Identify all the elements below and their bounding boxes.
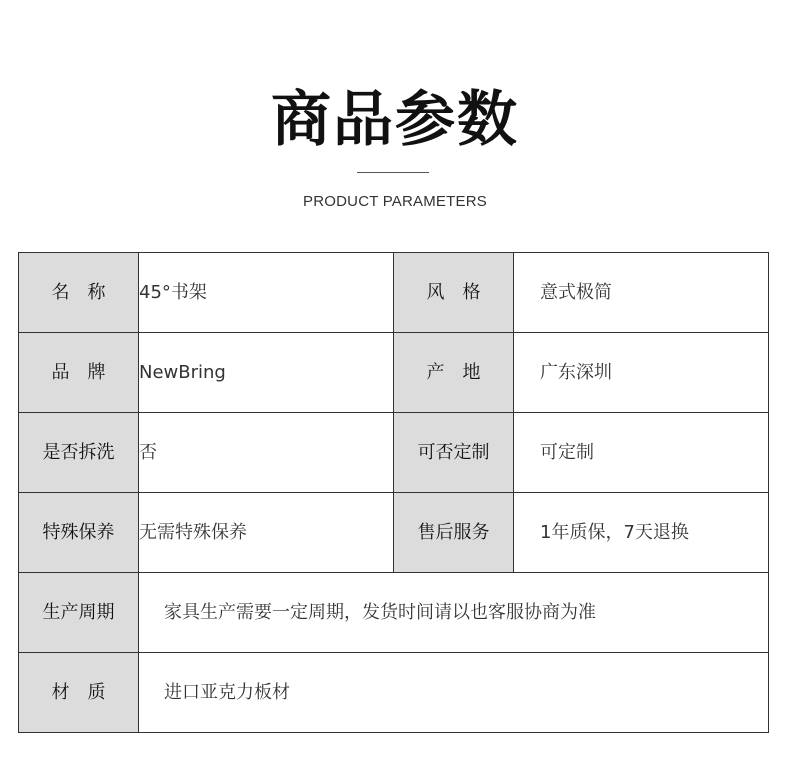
param-value-washable: 否 bbox=[139, 413, 394, 493]
param-value-customizable: 可定制 bbox=[514, 413, 769, 493]
param-value-name: 45°书架 bbox=[139, 253, 394, 333]
param-label-material: 材 质 bbox=[19, 653, 139, 733]
table-row bbox=[19, 333, 769, 413]
param-value-maintenance: 无需特殊保养 bbox=[139, 493, 394, 573]
param-label-customizable: 可否定制 bbox=[394, 413, 514, 493]
param-label-after-sales: 售后服务 bbox=[394, 493, 514, 573]
title-divider bbox=[357, 172, 429, 173]
param-label-name: 名 称 bbox=[19, 253, 139, 333]
table-row bbox=[19, 573, 769, 653]
table-row bbox=[19, 493, 769, 573]
param-label-washable: 是否拆洗 bbox=[19, 413, 139, 493]
param-label-production-cycle: 生产周期 bbox=[19, 573, 139, 653]
param-value-brand: NewBring bbox=[139, 333, 394, 413]
page-subtitle: PRODUCT PARAMETERS bbox=[303, 193, 487, 210]
param-label-brand: 品 牌 bbox=[19, 333, 139, 413]
param-value-after-sales: 1年质保，7天退换 bbox=[514, 493, 769, 573]
table-row bbox=[19, 253, 769, 333]
param-value-production-cycle: 家具生产需要一定周期，发货时间请以也客服协商为准 bbox=[139, 573, 769, 653]
page-title: 商品参数 bbox=[271, 85, 519, 155]
param-value-origin: 广东深圳 bbox=[514, 333, 769, 413]
table-row bbox=[19, 653, 769, 733]
param-label-style: 风 格 bbox=[394, 253, 514, 333]
param-value-style: 意式极简 bbox=[514, 253, 769, 333]
param-label-origin: 产 地 bbox=[394, 333, 514, 413]
table-row bbox=[19, 413, 769, 493]
param-label-maintenance: 特殊保养 bbox=[19, 493, 139, 573]
product-parameters-table bbox=[18, 252, 769, 733]
param-value-material: 进口亚克力板材 bbox=[139, 653, 769, 733]
